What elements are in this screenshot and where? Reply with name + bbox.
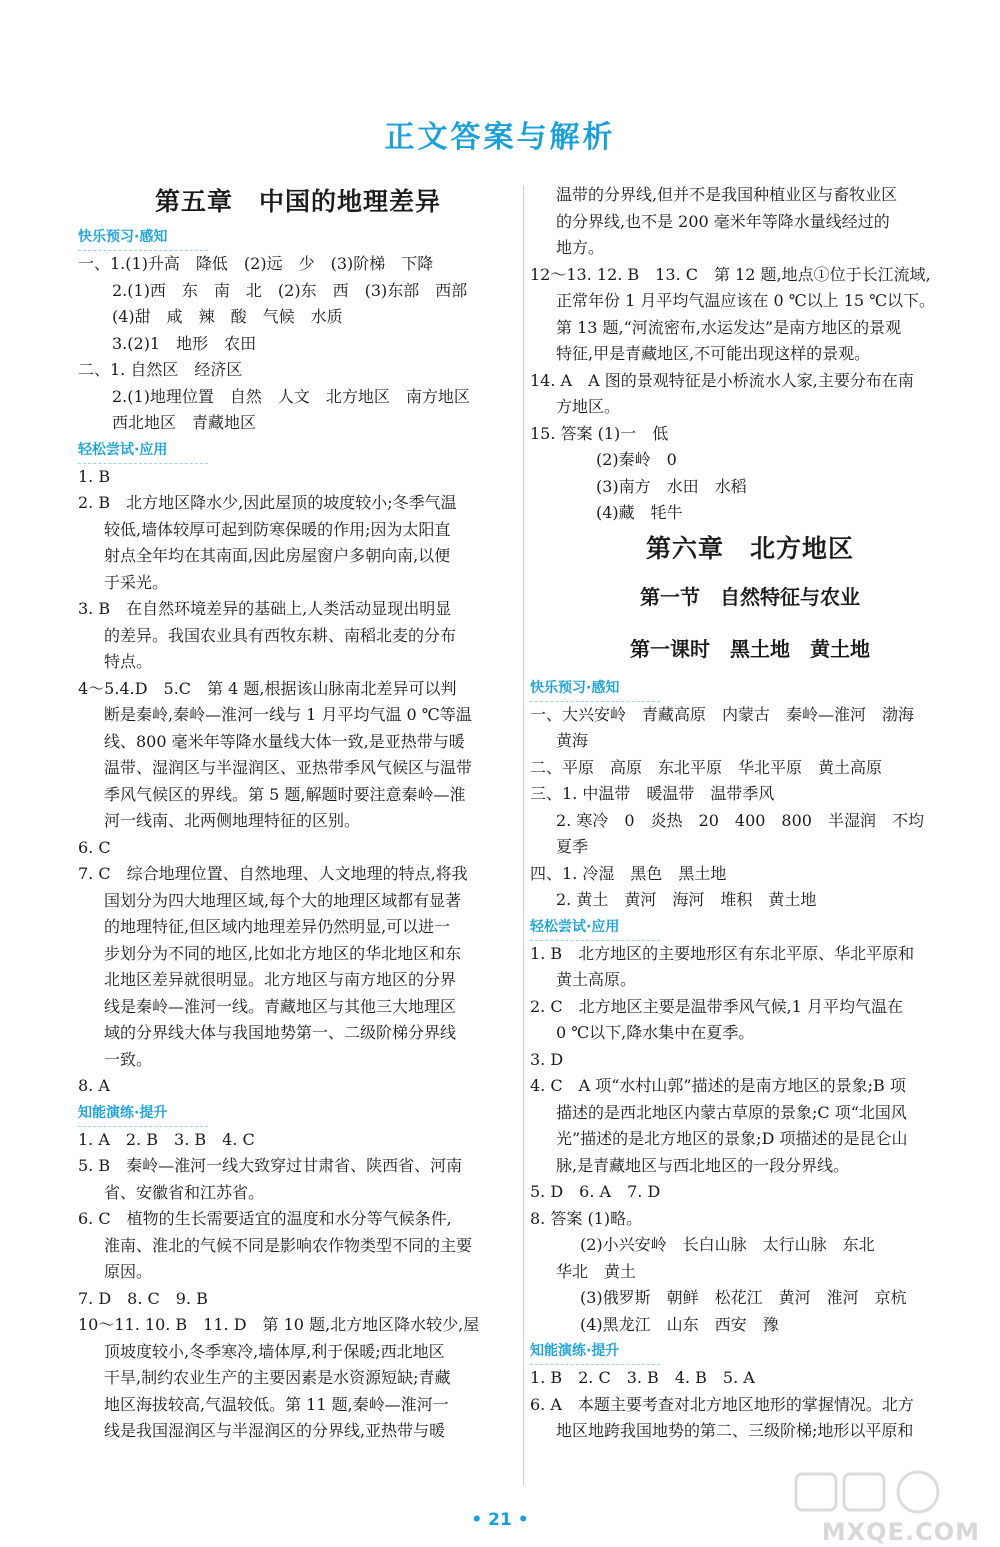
answer-line: 断是秦岭,秦岭—淮河一线与 1 月平均气温 0 ℃等温: [104, 705, 472, 724]
answer-line: 西北地区 青藏地区: [112, 413, 257, 432]
answer-line: 5. D 6. A 7. D: [530, 1182, 661, 1201]
answer-line: 四、1. 冷湿 黑色 黑土地: [530, 863, 727, 883]
answer-line: 二、平原 高原 东北平原 华北平原 黄土高原: [530, 757, 883, 777]
chapter-heading: 第六章 北方地区: [645, 533, 854, 563]
answer-line: 一、1.(1)升高 降低 (2)远 少 (3)阶梯 下降: [78, 254, 434, 273]
answer-line: (4)藏 牦牛: [548, 503, 683, 522]
answer-line: 4. C A 项“水村山郭”描述的是南方地区的景象;B 项: [530, 1076, 906, 1095]
column-divider: [523, 185, 524, 1485]
answer-line: 黄土高原。: [556, 970, 637, 989]
answer-line: 河一线南、北两侧地理特征的区别。: [104, 811, 361, 830]
right-column: [530, 182, 970, 1445]
answer-line: 的地理特征,但区域内地理差异仍然明显,可以进一: [104, 917, 451, 936]
answer-line: 一、大兴安岭 青藏高原 内蒙古 秦岭—淮河 渤海: [530, 704, 915, 724]
answer-line: 华北 黄土: [556, 1261, 637, 1281]
answer-line: 脉,是青藏地区与西北地区的一段分界线。: [556, 1155, 850, 1175]
left-column: [78, 180, 518, 1445]
answer-line: 14. A A 图的景观特征是小桥流水人家,主要分布在南: [530, 370, 914, 390]
answer-line: 省、安徽省和江苏省。: [104, 1182, 265, 1202]
answer-line: 2. B 北方地区降水少,因此屋顶的坡度较小;冬季气温: [78, 493, 457, 512]
answer-line: 1. B 2. C 3. B 4. B 5. A: [530, 1368, 755, 1387]
page-number: • 21 •: [471, 1510, 529, 1530]
answer-line: 2. C 北方地区主要是温带季风气候,1 月平均气温在: [530, 996, 903, 1016]
answer-line: 射点全年均在其南面,因此房屋窗户多朝向南,以便: [104, 546, 451, 565]
answer-line: 2.(1)西 东 南 北 (2)东 西 (3)东部 西部: [112, 280, 468, 300]
answer-line: 8. A: [78, 1076, 110, 1095]
section-tag: 快乐预习·感知: [78, 224, 208, 251]
answer-line: 温带的分界线,但并不是我国种植业区与畜牧业区: [556, 185, 898, 204]
answer-line: 6. C: [78, 837, 111, 857]
answer-line: 6. A 本题主要考查对北方地区地形的掌握情况。北方: [530, 1394, 914, 1414]
answer-line: 夏季: [556, 837, 589, 856]
answer-line: 三、1. 中温带 暖温带 温带季风: [530, 784, 775, 803]
answer-line: 地区地跨我国地势的第二、三级阶梯;地形以平原和: [556, 1421, 914, 1440]
answer-line: 2. 黄土 黄河 海河 堆积 黄土地: [556, 890, 817, 909]
answer-line: 线、800 毫米年等降水量线大体一致,是亚热带与暖: [104, 731, 465, 751]
answer-line: 7. D 8. C 9. B: [78, 1288, 208, 1308]
answer-line: 1. B 北方地区的主要地形区有东北平原、华北平原和: [530, 943, 915, 963]
answer-line: 地区海拔较高,气温较低。第 11 题,秦岭—淮河一: [104, 1394, 449, 1414]
answer-line: 8. 答案 (1)略。: [530, 1208, 643, 1228]
section-tag: 轻松尝试·应用: [530, 914, 660, 941]
answer-line: 的分界线,也不是 200 毫米年等降水量线经过的: [556, 211, 890, 231]
answer-line: 10～11. 10. B 11. D 第 10 题,北方地区降水较少,屋: [78, 1315, 480, 1334]
answer-line: 特征,甲是青藏地区,不可能出现这样的景观。: [556, 344, 871, 363]
answer-line: 6. C 植物的生长需要适宜的温度和水分等气候条件,: [78, 1209, 452, 1228]
watermark-text: MXQE.COM: [821, 1518, 980, 1546]
answer-line: (4)黑龙江 山东 西安 豫: [548, 1314, 779, 1334]
answer-line: (3)南方 水田 水稻: [548, 476, 747, 496]
answer-line: 淮南、淮北的气候不同是影响农作物类型不同的主要: [104, 1235, 473, 1255]
answer-line: 3. B 在自然环境差异的基础上,人类活动显现出明显: [78, 599, 452, 618]
answer-line: 线是我国湿润区与半湿润区的分界线,亚热带与暖: [104, 1421, 446, 1440]
answer-line: (3)俄罗斯 朝鲜 松花江 黄河 淮河 京杭: [548, 1288, 907, 1307]
answer-line: 温带、湿润区与半湿润区、亚热带季风气候区与温带: [104, 758, 473, 777]
answer-line: (2)小兴安岭 长白山脉 太行山脉 东北: [548, 1235, 875, 1254]
answer-line: 1. A 2. B 3. B 4. C: [78, 1129, 255, 1149]
answer-line: 于采光。: [104, 572, 169, 592]
answer-line: 12～13. 12. B 13. C 第 12 题,地点①位于长江流域,: [530, 264, 931, 284]
answer-line: 15. 答案 (1)一 低: [530, 423, 669, 443]
answer-line: 方地区。: [556, 397, 621, 416]
answer-line: 正常年份 1 月平均气温应该在 0 ℃以上 15 ℃以下。: [556, 291, 936, 310]
answer-line: 黄海: [556, 731, 589, 750]
section-tag: 快乐预习·感知: [530, 675, 660, 702]
answer-line: 步划分为不同的地区,比如北方地区的华北地区和东: [104, 943, 462, 963]
answer-line: 北地区差异就很明显。北方地区与南方地区的分界: [104, 970, 457, 989]
answer-line: 光”描述的是北方地区的景象;D 项描述的是昆仑山: [556, 1129, 908, 1148]
answer-line: 4～5.4.D 5.C 第 4 题,根据该山脉南北差异可以判: [78, 678, 457, 698]
answer-line: 描述的是西北地区内蒙古草原的景象;C 项“北国风: [556, 1102, 907, 1122]
answer-line: 2. 寒冷 0 炎热 20 400 800 半湿润 不均: [556, 810, 924, 830]
answer-line: 域的分界线大体与我国地势第一、二级阶梯分界线: [104, 1023, 457, 1042]
answer-line: 特点。: [104, 652, 153, 671]
section-tag: 轻松尝试·应用: [78, 437, 208, 464]
section-tag: 知能演练·提升: [78, 1100, 208, 1127]
lesson-heading: 第一课时 黑土地 黄土地: [630, 636, 870, 661]
answer-line: 第 13 题,“河流密布,水运发达”是南方地区的景观: [556, 317, 902, 337]
answer-line: 2.(1)地理位置 自然 人文 北方地区 南方地区: [112, 386, 470, 406]
answer-line: (4)甜 咸 辣 酸 气候 水质: [112, 307, 343, 326]
answer-line: 原因。: [104, 1262, 153, 1281]
answer-line: 二、1. 自然区 经济区: [78, 360, 243, 379]
answer-line: 1. B: [78, 466, 111, 486]
answer-line: 3.(2)1 地形 农田: [112, 333, 257, 353]
answer-line: 国划分为四大地理区域,每个大的地理区域都有显著: [104, 890, 462, 910]
answer-line: (2)秦岭 0: [548, 450, 677, 469]
answer-line: 季风气候区的界线。第 5 题,解题时要注意秦岭—淮: [104, 784, 466, 804]
answer-line: 0 ℃以下,降水集中在夏季。: [556, 1023, 755, 1042]
section-heading: 第一节 自然特征与农业: [640, 584, 860, 609]
answer-line: 较低,墙体较厚可起到防寒保暖的作用;因为太阳直: [104, 519, 451, 539]
answer-line: 干旱,制约农业生产的主要因素是水资源短缺;青藏: [104, 1368, 451, 1387]
answer-line: 7. C 综合地理位置、自然地理、人文地理的特点,将我: [78, 864, 468, 883]
answer-line: 地方。: [556, 238, 605, 257]
answer-line: 5. B 秦岭—淮河一线大致穿过甘肃省、陕西省、河南: [78, 1156, 463, 1175]
page-title: 正文答案与解析: [384, 120, 616, 155]
answer-line: 线是秦岭—淮河一线。青藏地区与其他三大地理区: [104, 996, 457, 1016]
section-tag: 知能演练·提升: [530, 1338, 660, 1365]
answer-line: 的差异。我国农业具有西牧东耕、南稻北麦的分布: [104, 625, 457, 645]
answer-line: 一致。: [104, 1049, 153, 1069]
answer-line: 3. D: [530, 1049, 564, 1069]
answer-line: 顶坡度较小,冬季寒冷,墙体厚,利于保暖;西北地区: [104, 1341, 445, 1361]
chapter-heading: 第五章 中国的地理差异: [154, 187, 441, 216]
